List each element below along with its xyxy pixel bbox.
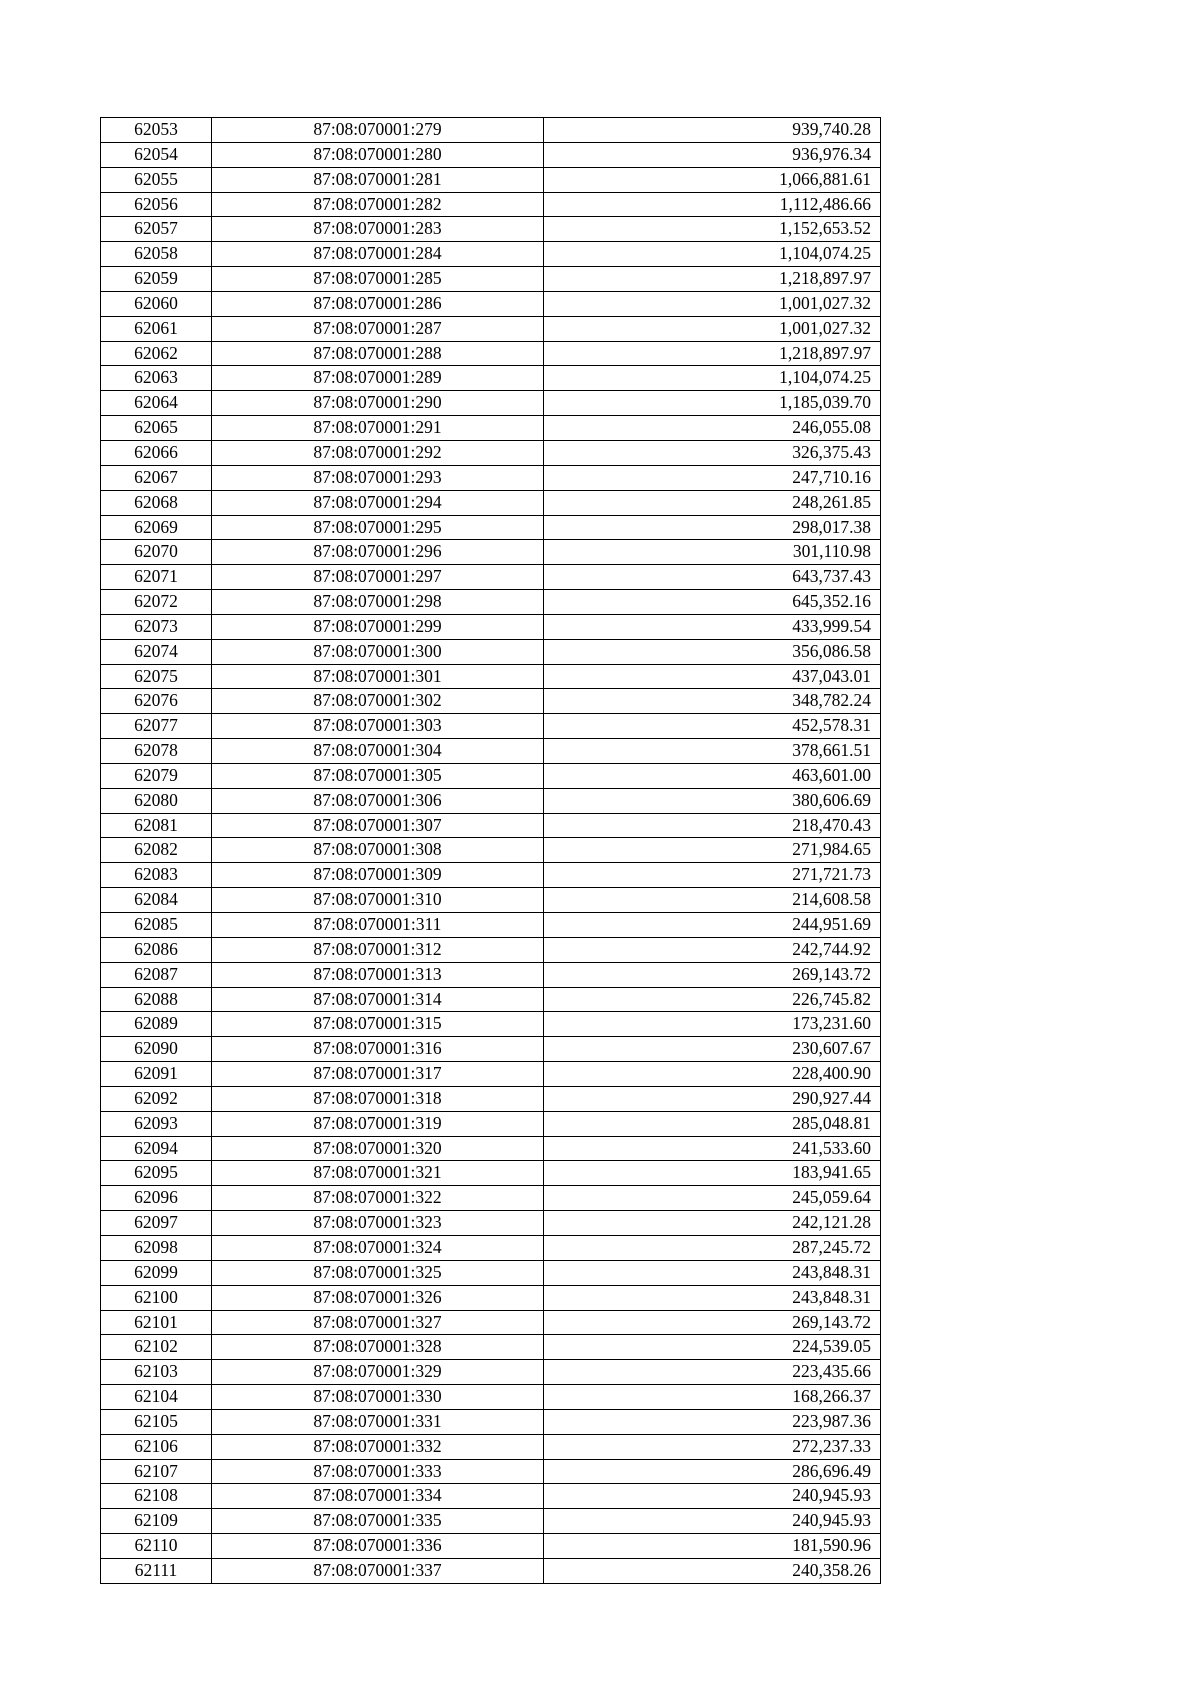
value-cell: 1,001,027.32 [544, 291, 881, 316]
row-number-cell: 62111 [101, 1558, 212, 1583]
cadastral-number-cell: 87:08:070001:336 [212, 1534, 544, 1559]
table-row [101, 1062, 881, 1087]
cadastral-number-cell: 87:08:070001:315 [212, 1012, 544, 1037]
row-number-cell: 62103 [101, 1360, 212, 1385]
cadastral-number-cell: 87:08:070001:285 [212, 267, 544, 292]
row-number-cell: 62090 [101, 1037, 212, 1062]
table-row [101, 1235, 881, 1260]
table-row [101, 1186, 881, 1211]
value-cell: 1,066,881.61 [544, 167, 881, 192]
value-cell: 218,470.43 [544, 813, 881, 838]
cadastral-number-cell: 87:08:070001:319 [212, 1111, 544, 1136]
row-number-cell: 62110 [101, 1534, 212, 1559]
cadastral-number-cell: 87:08:070001:281 [212, 167, 544, 192]
value-cell: 183,941.65 [544, 1161, 881, 1186]
row-number-cell: 62083 [101, 863, 212, 888]
cadastral-number-cell: 87:08:070001:337 [212, 1558, 544, 1583]
row-number-cell: 62100 [101, 1285, 212, 1310]
table-row [101, 714, 881, 739]
cadastral-number-cell: 87:08:070001:303 [212, 714, 544, 739]
cadastral-number-cell: 87:08:070001:290 [212, 391, 544, 416]
cadastral-number-cell: 87:08:070001:310 [212, 888, 544, 913]
row-number-cell: 62081 [101, 813, 212, 838]
value-cell: 1,104,074.25 [544, 242, 881, 267]
cadastral-number-cell: 87:08:070001:314 [212, 987, 544, 1012]
value-cell: 645,352.16 [544, 590, 881, 615]
row-number-cell: 62106 [101, 1434, 212, 1459]
cadastral-number-cell: 87:08:070001:305 [212, 763, 544, 788]
value-cell: 223,435.66 [544, 1360, 881, 1385]
cadastral-number-cell: 87:08:070001:299 [212, 614, 544, 639]
table-row [101, 242, 881, 267]
table-row [101, 490, 881, 515]
cadastral-number-cell: 87:08:070001:311 [212, 913, 544, 938]
cadastral-number-cell: 87:08:070001:280 [212, 142, 544, 167]
value-cell: 285,048.81 [544, 1111, 881, 1136]
value-cell: 1,218,897.97 [544, 267, 881, 292]
table-row [101, 763, 881, 788]
table-row [101, 1012, 881, 1037]
table-row [101, 639, 881, 664]
row-number-cell: 62071 [101, 565, 212, 590]
cadastral-number-cell: 87:08:070001:316 [212, 1037, 544, 1062]
row-number-cell: 62064 [101, 391, 212, 416]
cadastral-number-cell: 87:08:070001:294 [212, 490, 544, 515]
table-row [101, 937, 881, 962]
table-row [101, 1360, 881, 1385]
row-number-cell: 62087 [101, 962, 212, 987]
table-row [101, 440, 881, 465]
value-cell: 269,143.72 [544, 962, 881, 987]
row-number-cell: 62102 [101, 1335, 212, 1360]
row-number-cell: 62078 [101, 739, 212, 764]
cadastral-number-cell: 87:08:070001:323 [212, 1211, 544, 1236]
value-cell: 936,976.34 [544, 142, 881, 167]
value-cell: 286,696.49 [544, 1459, 881, 1484]
table-row [101, 118, 881, 143]
table-row [101, 1310, 881, 1335]
cadastral-number-cell: 87:08:070001:307 [212, 813, 544, 838]
table-row [101, 1161, 881, 1186]
table-row [101, 267, 881, 292]
value-cell: 380,606.69 [544, 788, 881, 813]
table-row [101, 316, 881, 341]
value-cell: 437,043.01 [544, 664, 881, 689]
value-cell: 271,721.73 [544, 863, 881, 888]
row-number-cell: 62068 [101, 490, 212, 515]
row-number-cell: 62075 [101, 664, 212, 689]
cadastral-number-cell: 87:08:070001:313 [212, 962, 544, 987]
cadastral-number-cell: 87:08:070001:329 [212, 1360, 544, 1385]
cadastral-number-cell: 87:08:070001:309 [212, 863, 544, 888]
table-row [101, 987, 881, 1012]
cadastral-number-cell: 87:08:070001:295 [212, 515, 544, 540]
cadastral-number-cell: 87:08:070001:283 [212, 217, 544, 242]
value-cell: 1,112,486.66 [544, 192, 881, 217]
row-number-cell: 62086 [101, 937, 212, 962]
cadastral-number-cell: 87:08:070001:300 [212, 639, 544, 664]
table-row [101, 465, 881, 490]
table-row [101, 838, 881, 863]
row-number-cell: 62098 [101, 1235, 212, 1260]
value-cell: 939,740.28 [544, 118, 881, 143]
row-number-cell: 62055 [101, 167, 212, 192]
table-row [101, 515, 881, 540]
row-number-cell: 62067 [101, 465, 212, 490]
row-number-cell: 62079 [101, 763, 212, 788]
table-row [101, 1260, 881, 1285]
row-number-cell: 62062 [101, 341, 212, 366]
cadastral-number-cell: 87:08:070001:301 [212, 664, 544, 689]
cadastral-number-cell: 87:08:070001:287 [212, 316, 544, 341]
table-row [101, 416, 881, 441]
table-row [101, 565, 881, 590]
value-cell: 243,848.31 [544, 1285, 881, 1310]
table-row [101, 739, 881, 764]
value-cell: 463,601.00 [544, 763, 881, 788]
table-row [101, 142, 881, 167]
table-row [101, 1409, 881, 1434]
value-cell: 247,710.16 [544, 465, 881, 490]
value-cell: 356,086.58 [544, 639, 881, 664]
value-cell: 242,121.28 [544, 1211, 881, 1236]
cadastral-number-cell: 87:08:070001:298 [212, 590, 544, 615]
row-number-cell: 62093 [101, 1111, 212, 1136]
table-row [101, 1558, 881, 1583]
value-cell: 240,945.93 [544, 1484, 881, 1509]
table-row [101, 1484, 881, 1509]
table-body [101, 118, 881, 1584]
row-number-cell: 62092 [101, 1086, 212, 1111]
row-number-cell: 62099 [101, 1260, 212, 1285]
value-cell: 243,848.31 [544, 1260, 881, 1285]
table-row [101, 813, 881, 838]
value-cell: 240,945.93 [544, 1509, 881, 1534]
value-cell: 1,104,074.25 [544, 366, 881, 391]
row-number-cell: 62080 [101, 788, 212, 813]
row-number-cell: 62109 [101, 1509, 212, 1534]
row-number-cell: 62053 [101, 118, 212, 143]
table-row [101, 962, 881, 987]
table-row [101, 888, 881, 913]
cadastral-number-cell: 87:08:070001:326 [212, 1285, 544, 1310]
value-cell: 301,110.98 [544, 540, 881, 565]
value-cell: 326,375.43 [544, 440, 881, 465]
cadastral-number-cell: 87:08:070001:282 [212, 192, 544, 217]
table-row [101, 167, 881, 192]
table-row [101, 366, 881, 391]
row-number-cell: 62059 [101, 267, 212, 292]
row-number-cell: 62066 [101, 440, 212, 465]
table-row [101, 391, 881, 416]
value-cell: 287,245.72 [544, 1235, 881, 1260]
value-cell: 378,661.51 [544, 739, 881, 764]
cadastral-number-cell: 87:08:070001:334 [212, 1484, 544, 1509]
table-row [101, 913, 881, 938]
value-cell: 226,745.82 [544, 987, 881, 1012]
cadastral-value-table [100, 117, 881, 1584]
cadastral-number-cell: 87:08:070001:317 [212, 1062, 544, 1087]
table-row [101, 614, 881, 639]
table-row [101, 1111, 881, 1136]
row-number-cell: 62072 [101, 590, 212, 615]
cadastral-number-cell: 87:08:070001:292 [212, 440, 544, 465]
row-number-cell: 62105 [101, 1409, 212, 1434]
table-row [101, 1086, 881, 1111]
cadastral-number-cell: 87:08:070001:330 [212, 1385, 544, 1410]
table-row [101, 540, 881, 565]
table-row [101, 1434, 881, 1459]
value-cell: 246,055.08 [544, 416, 881, 441]
row-number-cell: 62101 [101, 1310, 212, 1335]
cadastral-number-cell: 87:08:070001:327 [212, 1310, 544, 1335]
value-cell: 244,951.69 [544, 913, 881, 938]
row-number-cell: 62082 [101, 838, 212, 863]
table-row [101, 590, 881, 615]
table-row [101, 1534, 881, 1559]
row-number-cell: 62108 [101, 1484, 212, 1509]
table-row [101, 1211, 881, 1236]
row-number-cell: 62057 [101, 217, 212, 242]
table-row [101, 664, 881, 689]
value-cell: 290,927.44 [544, 1086, 881, 1111]
value-cell: 223,987.36 [544, 1409, 881, 1434]
table-row [101, 217, 881, 242]
table-row [101, 863, 881, 888]
cadastral-number-cell: 87:08:070001:332 [212, 1434, 544, 1459]
table-row [101, 1136, 881, 1161]
cadastral-number-cell: 87:08:070001:325 [212, 1260, 544, 1285]
cadastral-number-cell: 87:08:070001:333 [212, 1459, 544, 1484]
value-cell: 272,237.33 [544, 1434, 881, 1459]
row-number-cell: 62070 [101, 540, 212, 565]
value-cell: 228,400.90 [544, 1062, 881, 1087]
table-row [101, 1285, 881, 1310]
row-number-cell: 62088 [101, 987, 212, 1012]
cadastral-number-cell: 87:08:070001:324 [212, 1235, 544, 1260]
table-row [101, 1509, 881, 1534]
value-cell: 1,218,897.97 [544, 341, 881, 366]
table-row [101, 788, 881, 813]
cadastral-number-cell: 87:08:070001:308 [212, 838, 544, 863]
cadastral-number-cell: 87:08:070001:288 [212, 341, 544, 366]
value-cell: 248,261.85 [544, 490, 881, 515]
row-number-cell: 62077 [101, 714, 212, 739]
row-number-cell: 62069 [101, 515, 212, 540]
value-cell: 181,590.96 [544, 1534, 881, 1559]
value-cell: 230,607.67 [544, 1037, 881, 1062]
value-cell: 643,737.43 [544, 565, 881, 590]
value-cell: 241,533.60 [544, 1136, 881, 1161]
value-cell: 1,001,027.32 [544, 316, 881, 341]
row-number-cell: 62054 [101, 142, 212, 167]
table-row [101, 1037, 881, 1062]
row-number-cell: 62084 [101, 888, 212, 913]
row-number-cell: 62107 [101, 1459, 212, 1484]
row-number-cell: 62058 [101, 242, 212, 267]
row-number-cell: 62089 [101, 1012, 212, 1037]
cadastral-number-cell: 87:08:070001:286 [212, 291, 544, 316]
row-number-cell: 62085 [101, 913, 212, 938]
cadastral-number-cell: 87:08:070001:331 [212, 1409, 544, 1434]
value-cell: 224,539.05 [544, 1335, 881, 1360]
row-number-cell: 62104 [101, 1385, 212, 1410]
row-number-cell: 62073 [101, 614, 212, 639]
table-row [101, 192, 881, 217]
table-row [101, 1459, 881, 1484]
value-cell: 168,266.37 [544, 1385, 881, 1410]
value-cell: 214,608.58 [544, 888, 881, 913]
row-number-cell: 62061 [101, 316, 212, 341]
row-number-cell: 62091 [101, 1062, 212, 1087]
cadastral-number-cell: 87:08:070001:291 [212, 416, 544, 441]
row-number-cell: 62060 [101, 291, 212, 316]
row-number-cell: 62076 [101, 689, 212, 714]
row-number-cell: 62065 [101, 416, 212, 441]
value-cell: 173,231.60 [544, 1012, 881, 1037]
row-number-cell: 62056 [101, 192, 212, 217]
cadastral-number-cell: 87:08:070001:318 [212, 1086, 544, 1111]
row-number-cell: 62095 [101, 1161, 212, 1186]
value-cell: 242,744.92 [544, 937, 881, 962]
cadastral-number-cell: 87:08:070001:321 [212, 1161, 544, 1186]
value-cell: 1,185,039.70 [544, 391, 881, 416]
cadastral-number-cell: 87:08:070001:328 [212, 1335, 544, 1360]
row-number-cell: 62097 [101, 1211, 212, 1236]
cadastral-number-cell: 87:08:070001:304 [212, 739, 544, 764]
cadastral-number-cell: 87:08:070001:296 [212, 540, 544, 565]
row-number-cell: 62063 [101, 366, 212, 391]
value-cell: 298,017.38 [544, 515, 881, 540]
value-cell: 1,152,653.52 [544, 217, 881, 242]
cadastral-number-cell: 87:08:070001:320 [212, 1136, 544, 1161]
value-cell: 348,782.24 [544, 689, 881, 714]
cadastral-number-cell: 87:08:070001:335 [212, 1509, 544, 1534]
cadastral-number-cell: 87:08:070001:293 [212, 465, 544, 490]
cadastral-number-cell: 87:08:070001:297 [212, 565, 544, 590]
table-row [101, 1335, 881, 1360]
row-number-cell: 62096 [101, 1186, 212, 1211]
value-cell: 452,578.31 [544, 714, 881, 739]
row-number-cell: 62094 [101, 1136, 212, 1161]
table-row [101, 1385, 881, 1410]
cadastral-number-cell: 87:08:070001:306 [212, 788, 544, 813]
cadastral-number-cell: 87:08:070001:284 [212, 242, 544, 267]
value-cell: 245,059.64 [544, 1186, 881, 1211]
cadastral-number-cell: 87:08:070001:302 [212, 689, 544, 714]
cadastral-number-cell: 87:08:070001:279 [212, 118, 544, 143]
value-cell: 240,358.26 [544, 1558, 881, 1583]
cadastral-number-cell: 87:08:070001:322 [212, 1186, 544, 1211]
table-row [101, 341, 881, 366]
value-cell: 271,984.65 [544, 838, 881, 863]
cadastral-number-cell: 87:08:070001:312 [212, 937, 544, 962]
cadastral-number-cell: 87:08:070001:289 [212, 366, 544, 391]
table-row [101, 689, 881, 714]
value-cell: 269,143.72 [544, 1310, 881, 1335]
table-row [101, 291, 881, 316]
row-number-cell: 62074 [101, 639, 212, 664]
value-cell: 433,999.54 [544, 614, 881, 639]
